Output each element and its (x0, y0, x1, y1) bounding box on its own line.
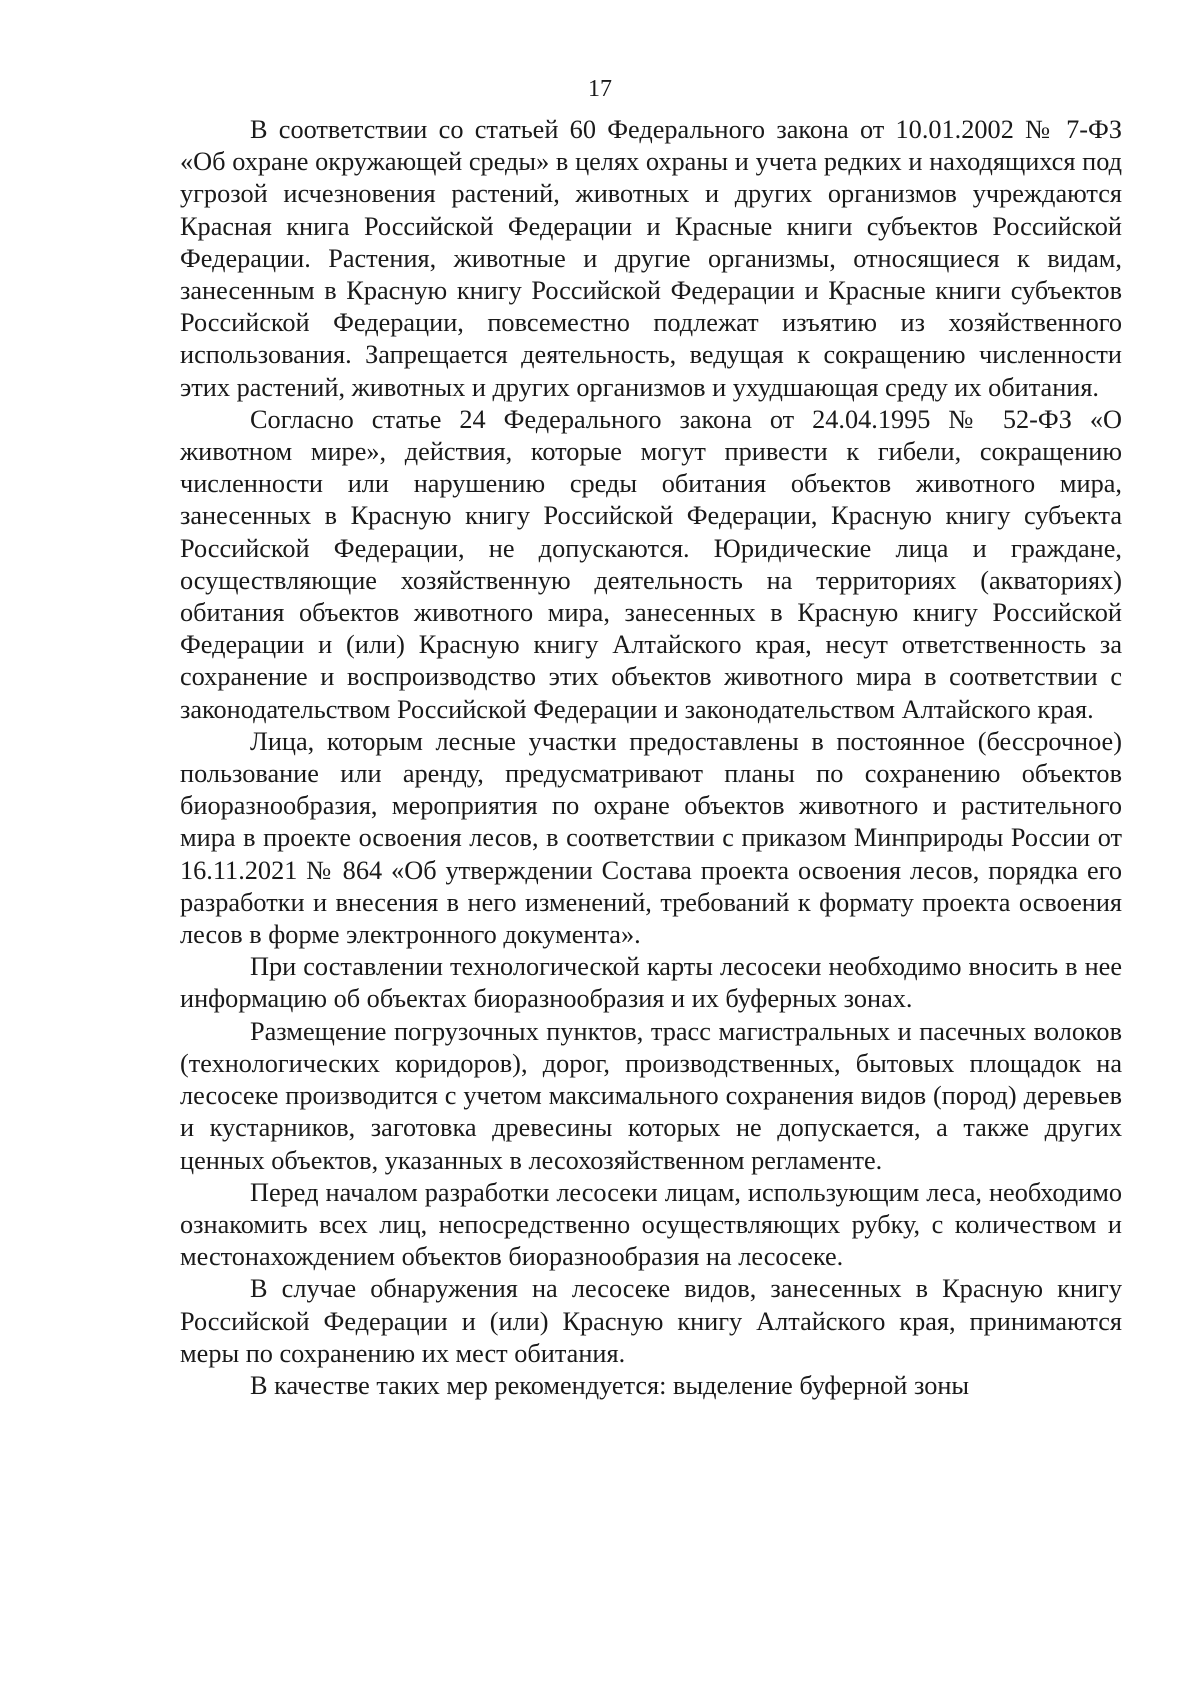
page-number: 17 (588, 76, 612, 102)
paragraph-technological-map: При составлении технологической карты лесосеки необходимо вносить в нее информацию об объектах биоразнообразия и их буферных зонах. (180, 952, 1122, 1014)
paragraph-forest-users-plans: Лица, которым лесные участки предоставлены в постоянное (бессрочное) пользование или аренду, предусматривают планы по сохранению объектов биоразнообразия, мероприятия по охране объектов животного и растительного мира в проекте освоения лесов, в соответствии с приказом Минприроды России от 16.11.2021 № 864 «Об утверждении Состава проекта освоения лесов, порядка его разработки и внесения в него изменений, требований к формату проекта освоения лесов в форме электронного документа». (180, 726, 1122, 950)
paragraph-recommended-measures: В качестве таких мер рекомендуется: выделение буферной зоны (250, 1370, 970, 1400)
document-body (180, 114, 1122, 1402)
paragraph-briefing-before-logging: Перед началом разработки лесосеки лицам, использующим леса, необходимо ознакомить всех лиц, непосредственно осуществляющих рубку, с количеством и местонахождением объектов биоразнообразия на лесосеке. (180, 1177, 1122, 1272)
paragraph-animal-world-law: Согласно статье 24 Федерального закона от 24.04.1995 № 52-ФЗ «О животном мире», действия, которые могут привести к гибели, сокращению численности или нарушению среды обитания объектов животного мира, занесенных в Красную книгу Российской Федерации, Красную книгу субъекта Российской Федерации, не допускаются. Юридические лица и граждане, осуществляющие хозяйственную деятельность на территориях (акваториях) обитания объектов животного мира, занесенных в Красную книгу Российской Федерации и (или) Красную книгу Алтайского края, несут ответственность за сохранение и воспроизводство этих объектов животного мира в соответствии с законодательством Российской Федерации и законодательством Алтайского края. (180, 404, 1122, 724)
paragraph-red-book-federal-law: В соответствии со статьей 60 Федерального закона от 10.01.2002 № 7-ФЗ «Об охране окружающей среды» в целях охраны и учета редких и находящихся под угрозой исчезновения растений, животных и других организмов учреждаются Красная книга Российской Федерации и Красные книги субъектов Российской Федерации. Растения, животные и другие организмы, относящиеся к видам, занесенным в Красную книгу Российской Федерации и Красные книги субъектов Российской Федерации, повсеместно подлежат изъятию из хозяйственного использования. Запрещается деятельность, ведущая к сокращению численности этих растений, животных и других организмов и ухудшающая среду их обитания. (180, 115, 1122, 402)
paragraph-placement-of-points: Размещение погрузочных пунктов, трасс магистральных и пасечных волоков (технологических коридоров), дорог, производственных, бытовых площадок на лесосеке производится с учетом максимального сохранения видов (пород) деревьев и кустарников, заготовка древесины которых не допускается, а также других ценных объектов, указанных в лесохозяйственном регламенте. (180, 1016, 1122, 1175)
paragraph-red-book-species-found: В случае обнаружения на лесосеке видов, занесенных в Красную книгу Российской Федерации и (или) Красную книгу Алтайского края, принимаются меры по сохранению их мест обитания. (180, 1274, 1122, 1368)
